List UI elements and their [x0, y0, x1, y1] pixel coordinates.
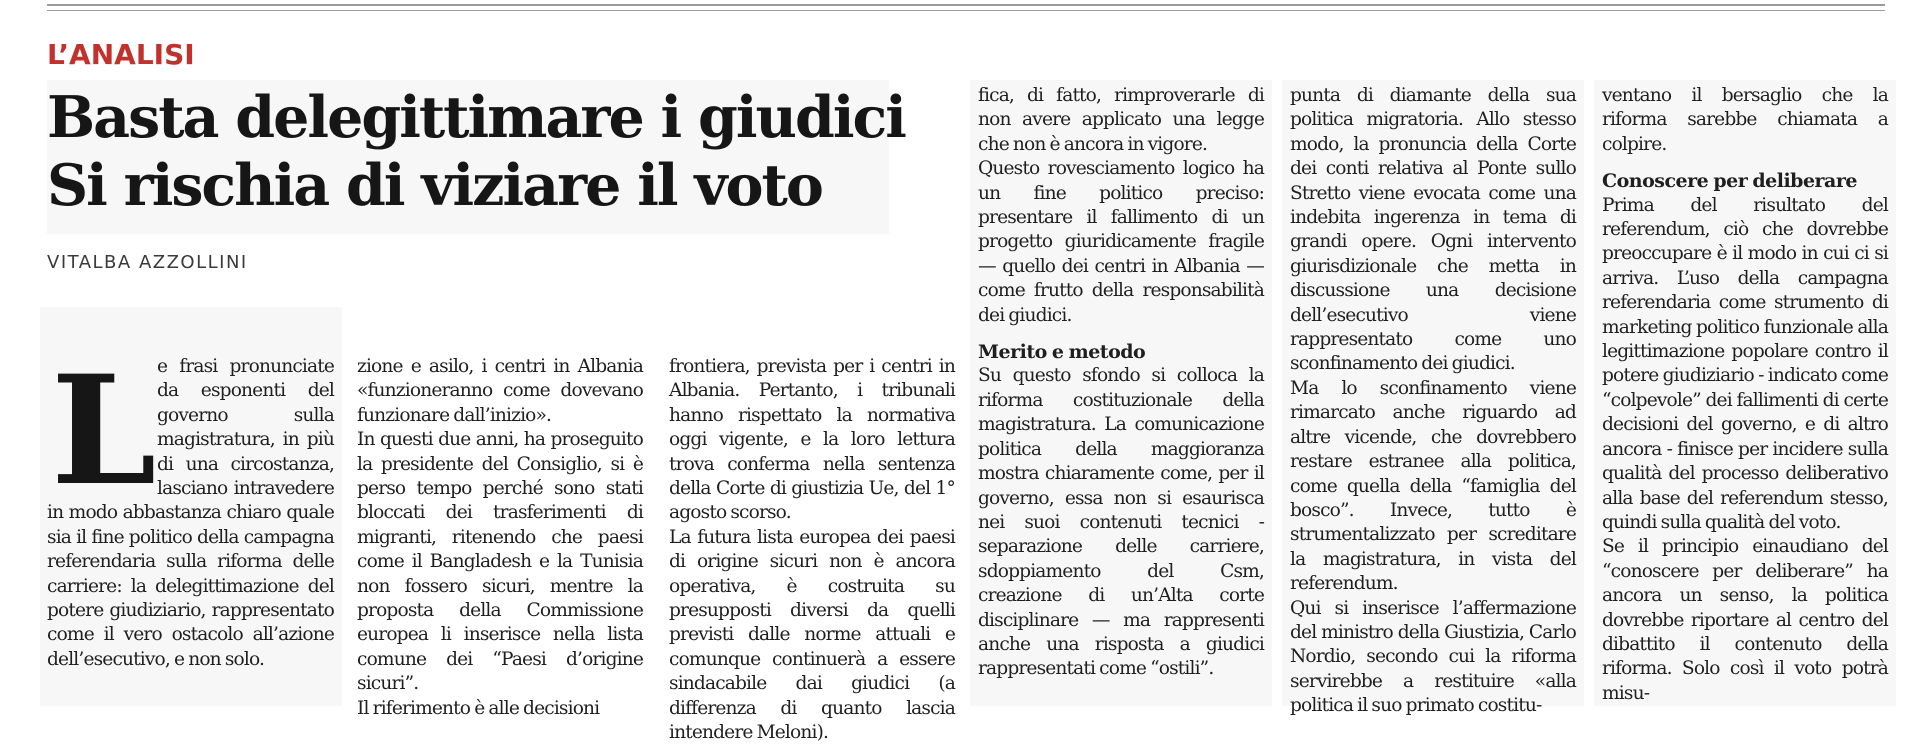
paragraph: La futura lista europea dei paesi di origine sicuri non è ancora operativa, è costruita su presupposti diversi da quelli previsti dalle norme attuali e comunque continuerà a essere sindacabile dai giudici (a differenza di quanto lascia intendere Meloni).	[669, 526, 955, 744]
author-byline: VITALBA AZZOLLINI	[47, 252, 248, 273]
paragraph: Qui si inserisce l’affermazione del ministro della Giustizia, Carlo Nordio, secondo cui la riforma servirebbe a restituire «alla politica il suo primato costitu-	[1290, 597, 1576, 717]
paragraph: Se il principio einaudiano del “conoscere per deliberare” ha ancora un senso, la politica dovrebbe riportare al centro del dibattito il contenuto della riforma. Solo così il voto potrà misu-	[1602, 536, 1888, 704]
paragraph: fica, di fatto, rimproverarle di non avere applicato una legge che non è ancora in vigore.	[978, 85, 1264, 155]
paragraph: In questi due anni, ha proseguito la presidente del Consiglio, si è perso tempo perché sono stati bloccati dei trasferimenti di migranti, ritenendo che paesi come il Bangladesh e la Tunisia non fossero sicuri, mentre la proposta della Commissione europea li inserisce nella lista comune dei “Paesi d’origine sicuri”.	[357, 429, 643, 695]
paragraph: e frasi pronunciate da esponenti del governo sulla magistratura, in più di una circostanza, lasciano intravedere in modo abbastanza chiaro quale sia il fine politico della campagna referendaria sulla riforma delle carriere: la delegittimazione del potere giudiziario, rappresentato come il vero ostacolo all’azione dell’esecutivo, e non solo.	[47, 356, 334, 670]
headline	[47, 84, 947, 220]
drop-cap: L	[51, 343, 156, 519]
paragraph: Ma lo sconfinamento viene rimarcato anche riguardo ad altre vicende, che dovrebbero restare estranee alla politica, come quella della “famiglia del bosco”. Invece, tutto è strumentalizzato per screditare la magistratura, in vista del referendum.	[1290, 377, 1576, 595]
paragraph: Il riferimento è alle decisioni	[357, 697, 600, 719]
top-rule	[47, 4, 1885, 6]
article-column-2	[357, 355, 643, 719]
paragraph: punta di diamante della sua politica migratoria. Allo stesso modo, la pronuncia della Corte dei conti relativa al Ponte sullo Stretto viene evocata come una indebita ingerenza in tema di grandi opere. Ogni intervento giurisdizionale che metta in discussione una decisione dell’esecutivo viene rappresentato come uno sconfinamento dei giudici.	[1290, 85, 1576, 375]
article-column-6	[1594, 80, 1896, 706]
headline-line-2: Si rischia di viziare il voto	[47, 152, 822, 219]
article-column-3	[669, 355, 955, 744]
paragraph: Questo rovesciamento logico ha un fine politico preciso: presentare il fallimento di un progetto giuridicamente fragile — quello dei centri in Albania — come frutto della responsabilità dei giudici.	[978, 158, 1264, 326]
subheading: Conoscere per deliberare	[1602, 170, 1857, 193]
paragraph: zione e asilo, i centri in Albania «funzioneranno come dovevano funzionare dall’inizio».	[357, 356, 643, 426]
subheading: Merito e metodo	[978, 341, 1146, 364]
headline-line-1: Basta delegittimare i giudici	[47, 84, 905, 151]
spacer	[1602, 157, 1888, 169]
paragraph: frontiera, prevista per i centri in Albania. Pertanto, i tribunali hanno rispettato la normativa oggi vigente, e la loro lettura trova conferma nella sentenza della Corte di giustizia Ue, del 1° agosto scorso.	[669, 356, 955, 524]
section-kicker: L’ANALISI	[47, 38, 195, 71]
article-column-5	[1282, 80, 1584, 717]
article-column-4	[970, 80, 1272, 706]
top-rule-thin	[47, 10, 1885, 11]
paragraph: Su questo sfondo si colloca la riforma costituzionale della magistratura. La comunicazione politica della maggioranza mostra chiaramente come, per il governo, essa non si esaurisca nei suoi contenuti tecnici - separazione delle carriere, sdoppiamento del Csm, creazione di un’Alta corte disciplinare — ma rappresenti anche una risposta a giudici rappresentati come “ostili”.	[978, 365, 1264, 680]
paragraph: Prima del risultato del referendum, ciò che dovrebbe preoccupare è il modo in cui ci si arriva. L’uso della campagna referendaria come strumento di marketing politico funzionale alla legittimazione popolare contro il potere giudiziario - indicato come “colpevole” dei fallimenti di certe decisioni del governo, e di altro ancora - finisce per incidere sulla qualità del processo deliberativo alla base del referendum stesso, quindi sulla qualità del voto.	[1602, 194, 1888, 533]
article-column-1	[40, 307, 342, 706]
spacer	[978, 328, 1264, 340]
paragraph: ventano il bersaglio che la riforma sarebbe chiamata a colpire.	[1602, 85, 1888, 155]
